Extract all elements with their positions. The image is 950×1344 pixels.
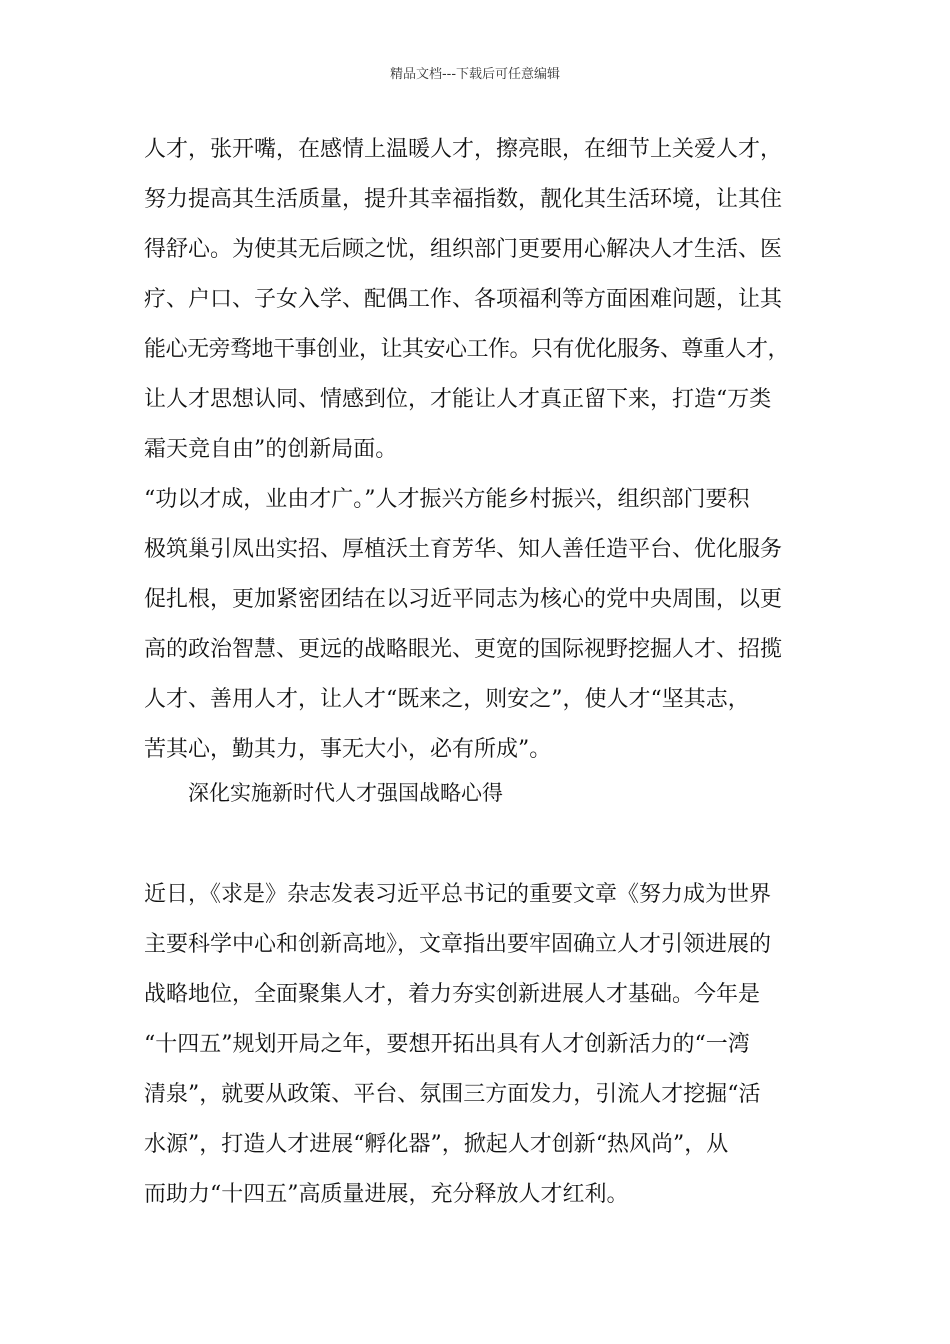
paragraph-line: 极筑巢引凤出实招、厚植沃土育芳华、知人善任造平台、优化服务 bbox=[144, 537, 783, 562]
paragraph-line: 高的政治智慧、更远的战略眼光、更宽的国际视野挖掘人才、招揽 bbox=[144, 637, 783, 662]
paragraph-line: 人才、善用人才，让人才“既来之，则安之”，使人才“坚其志， bbox=[144, 687, 750, 712]
paragraph-line: “十四五”规划开局之年，要想开拓出具有人才创新活力的“一湾 bbox=[144, 1032, 750, 1057]
paragraph-line: 努力提高其生活质量，提升其幸福指数，靓化其生活环境，让其住 bbox=[144, 187, 783, 212]
paragraph-line: 促扎根，更加紧密团结在以习近平同志为核心的党中央周围，以更 bbox=[144, 587, 783, 612]
paragraph-line: 水源”，打造人才进展“孵化器”，掀起人才创新“热风尚”，从 bbox=[144, 1132, 729, 1157]
paragraph-line: 霜天竞自由”的创新局面。 bbox=[144, 437, 398, 462]
paragraph-line: 而助力“十四五”高质量进展，充分释放人才红利。 bbox=[144, 1182, 629, 1207]
paragraph-line: 让人才思想认同、情感到位，才能让人才真正留下来，打造“万类 bbox=[144, 387, 772, 412]
paragraph-line: 人才，张开嘴，在感情上温暖人才，擦亮眼，在细节上关爱人才， bbox=[144, 137, 783, 162]
paragraph-line: 得舒心。为使其无后顾之忧，组织部门更要用心解决人才生活、医 bbox=[144, 237, 783, 262]
paragraph-line: 近日，《求是》杂志发表习近平总书记的重要文章《努力成为世界 bbox=[144, 882, 772, 907]
section-heading: 深化实施新时代人才强国战略心得 bbox=[188, 781, 503, 805]
paragraph-line: 苦其心，勤其力，事无大小，必有所成”。 bbox=[144, 737, 552, 762]
page-header: 精品文档---下载后可任意编辑 bbox=[389, 67, 561, 82]
paragraph-line: 清泉”，就要从政策、平台、氛围三方面发力，引流人才挖掘“活 bbox=[144, 1082, 761, 1107]
paragraph-line: 战略地位，全面聚集人才，着力夯实创新进展人才基础。今年是 bbox=[144, 982, 761, 1007]
paragraph-2 bbox=[144, 475, 824, 775]
paragraph-3 bbox=[144, 870, 824, 1220]
paragraph-line: 能心无旁骛地干事创业，让其安心工作。只有优化服务、尊重人才， bbox=[144, 337, 790, 362]
paragraph-line: 主要科学中心和创新高地》，文章指出要牢固确立人才引领进展的 bbox=[144, 932, 772, 957]
paragraph-line: 疗、户口、子女入学、配偶工作、各项福利等方面困难问题，让其 bbox=[144, 287, 783, 312]
paragraph-1 bbox=[144, 125, 824, 475]
paragraph-line: “功以才成，业由才广。”人才振兴方能乡村振兴，组织部门要积 bbox=[144, 487, 750, 512]
